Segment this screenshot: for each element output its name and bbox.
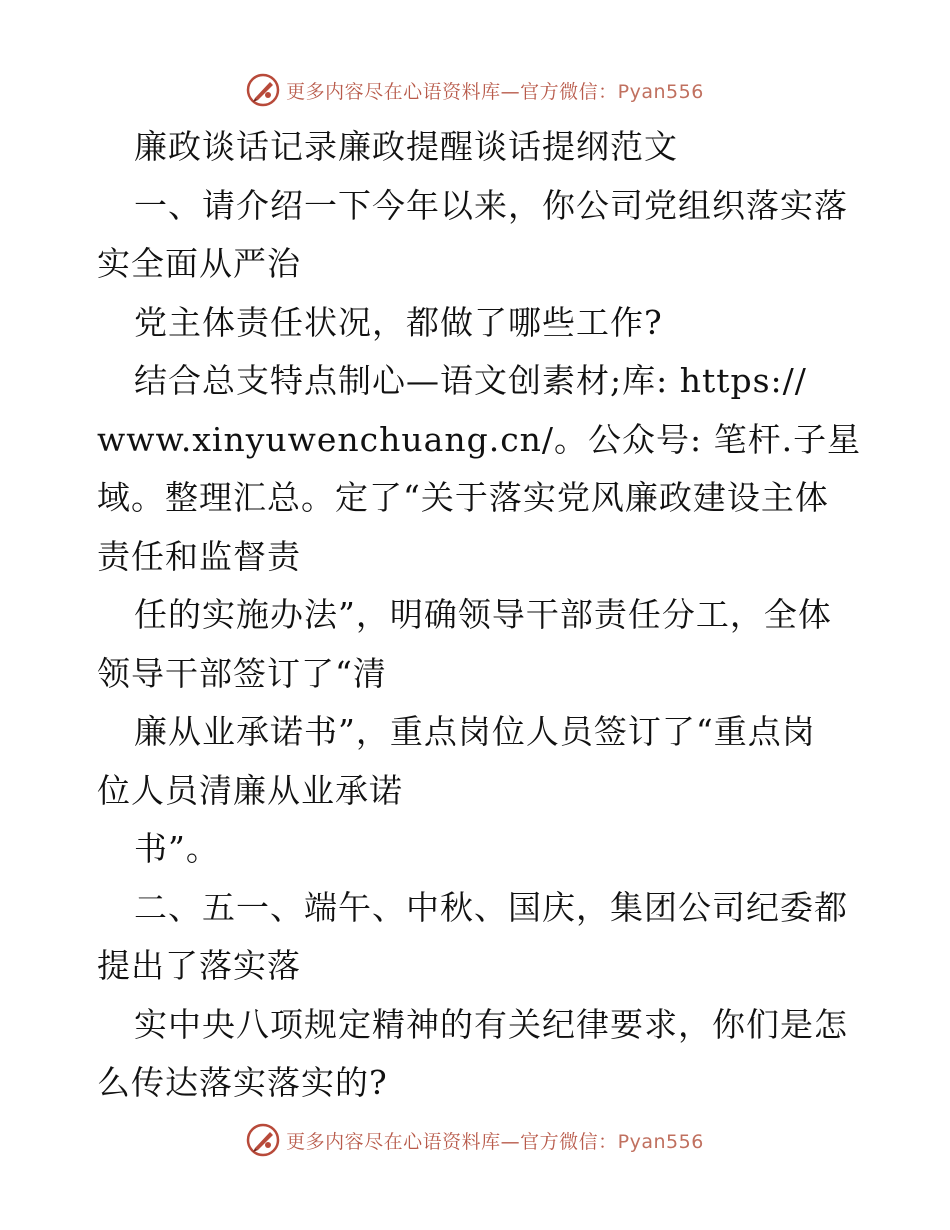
text-line: 结合总支特点制心—语文创素材;库: https:// [134,361,807,400]
header-wechat-id: Pyan556 [617,80,704,103]
text-line: 任的实施办法”，明确领导干部责任分工，全体 [134,595,832,634]
footer-text: 更多内容尽在心语资料库—官方微信：Pyan556 [286,1130,704,1153]
text-line: 一、请介绍一下今年以来，你公司党组织落实落 [134,185,848,225]
footer-wechat-id: Pyan556 [617,1130,704,1153]
text-line: 廉政谈话记录廉政提醒谈话提纲范文 [134,127,678,166]
text-line: 域。整理汇总。定了“关于落实党风廉政建设主体 [97,478,829,517]
text-line: 廉从业承诺书”，重点岗位人员签订了“重点岗 [134,712,816,751]
text-line: www.xinyuwenchuang.cn/。公众号: 笔杆.子星 [97,419,862,459]
logo-icon [246,73,280,107]
text-line: 位人员清廉从业承诺 [97,770,403,810]
header-banner [0,68,950,112]
text-line: 责任和监督责 [97,536,301,576]
logo-icon [246,1123,280,1157]
text-line: 实中央八项规定精神的有关纪律要求，你们是怎 [134,1004,848,1044]
footer-banner [0,1118,950,1162]
text-line: 二、五一、端午、中秋、国庆，集团公司纪委都 [134,887,848,927]
text-line: 党主体责任状况，都做了哪些工作? [134,302,663,342]
text-line: 么传达落实落实的? [97,1063,388,1102]
text-line: 提出了落实落 [97,946,301,985]
text-line: 领导干部签订了“清 [97,653,387,693]
text-line: 实全面从严治 [97,244,301,283]
header-text: 更多内容尽在心语资料库—官方微信：Pyan556 [286,80,704,103]
document-body [97,118,862,1113]
text-line: 书”。 [134,829,220,868]
